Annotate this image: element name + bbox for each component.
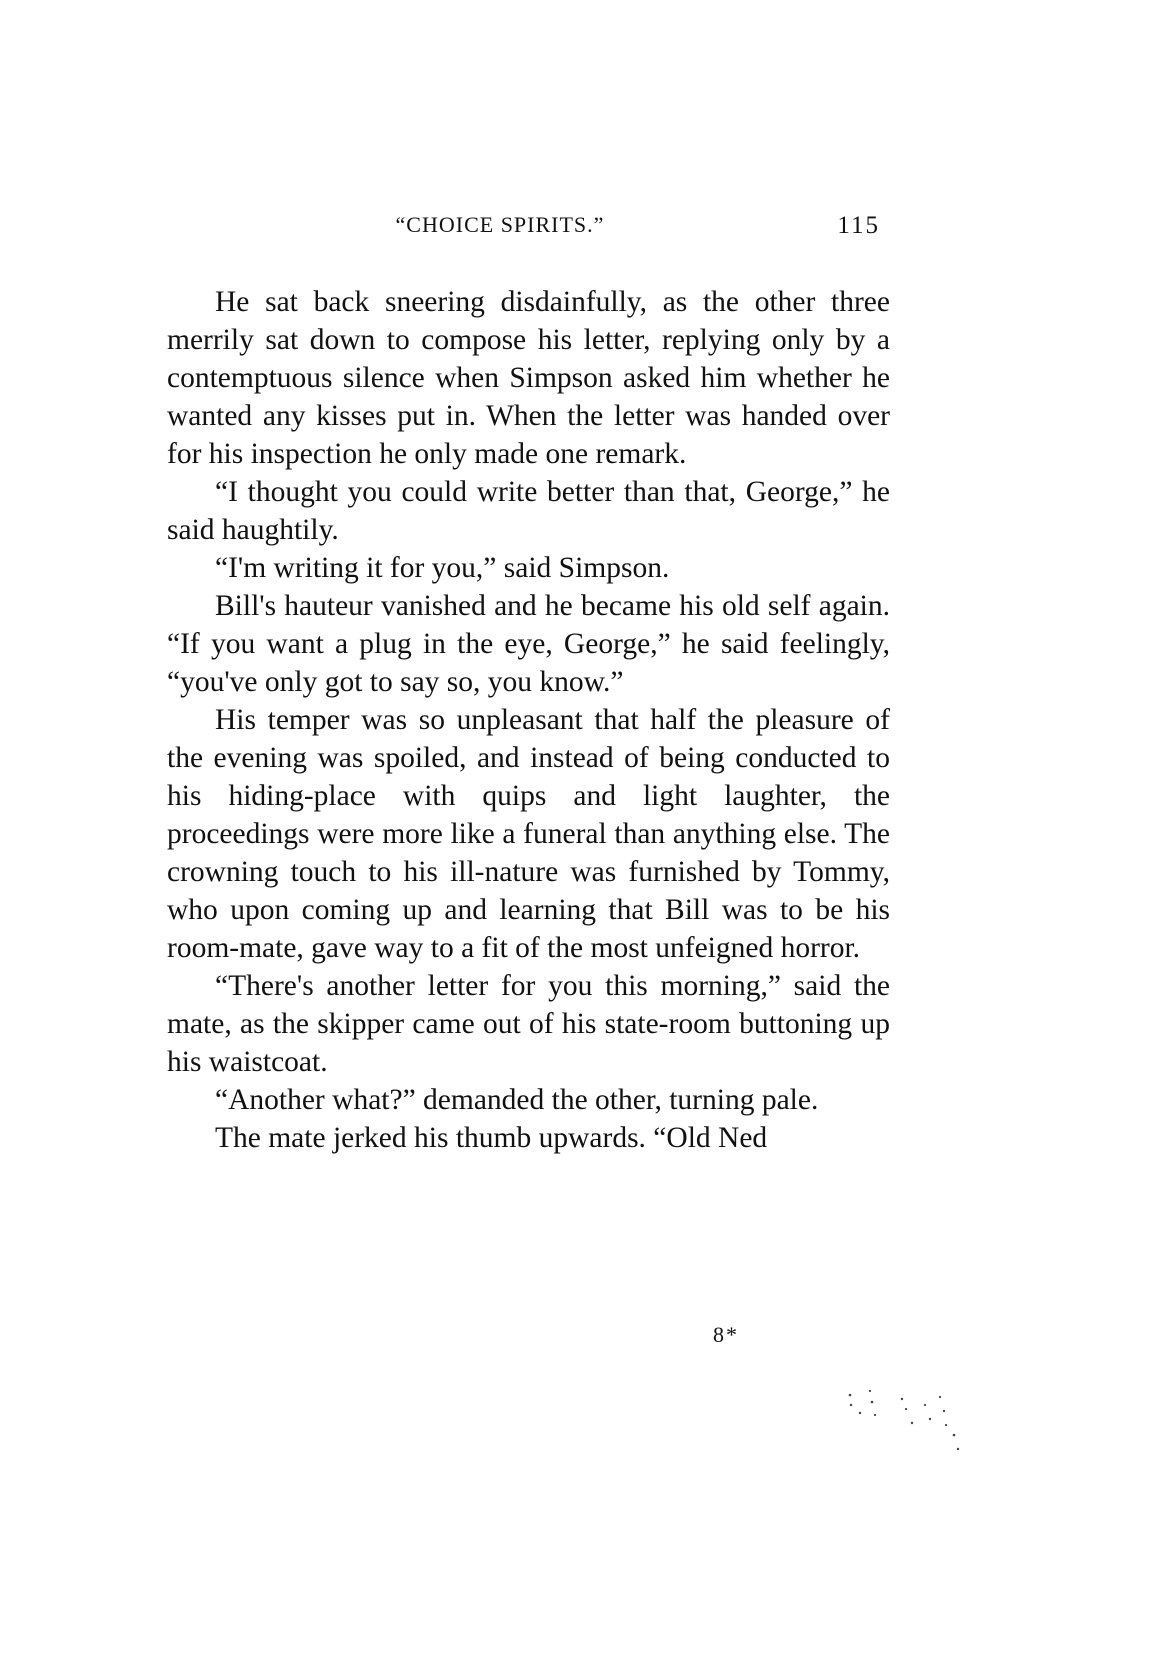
paragraph: “There's another letter for you this morning,” said the mate, as the skipper came out of his state-room buttoning up his waistcoat. [167, 970, 890, 1078]
paragraph: “I'm writing it for you,” said Simpson. [215, 552, 670, 584]
paragraph: His temper was so unpleasant that half the pleasure of the evening was spoiled, and instead of being conducted to his hiding-place with quips and light laughter, the proceedings were more like a funeral than anything else. The crowning touch to his ill-nature was furnished by Tommy, who upon coming up and learning that Bill was to be his room-mate, gave way to a fit of the most unfeigned horror. [167, 704, 890, 964]
paragraph: The mate jerked his thumb upwards. “Old Ned [215, 1122, 768, 1154]
page-number: 115 [837, 212, 880, 239]
paragraph: “I thought you could write better than that, George,” he said haughtily. [167, 476, 890, 546]
signature-mark: 8* [713, 1322, 739, 1347]
running-title: “CHOICE SPIRITS.” [395, 212, 605, 237]
print-specks [820, 1375, 1000, 1465]
body-text [167, 283, 890, 1157]
paragraph: Bill's hauteur vanished and he became his old self again. “If you want a plug in the eye, George,” he said feelingly, “you've only got to say so, you know.” [167, 590, 890, 698]
paragraph: He sat back sneering disdainfully, as the other three merrily sat down to compose his letter, replying only by a contemptuous silence when Simpson asked him whether he wanted any kisses put in. When the letter was handed over for his inspection he only made one remark. [167, 286, 890, 470]
paragraph: “Another what?” demanded the other, turning pale. [215, 1084, 819, 1116]
running-head [160, 212, 890, 248]
